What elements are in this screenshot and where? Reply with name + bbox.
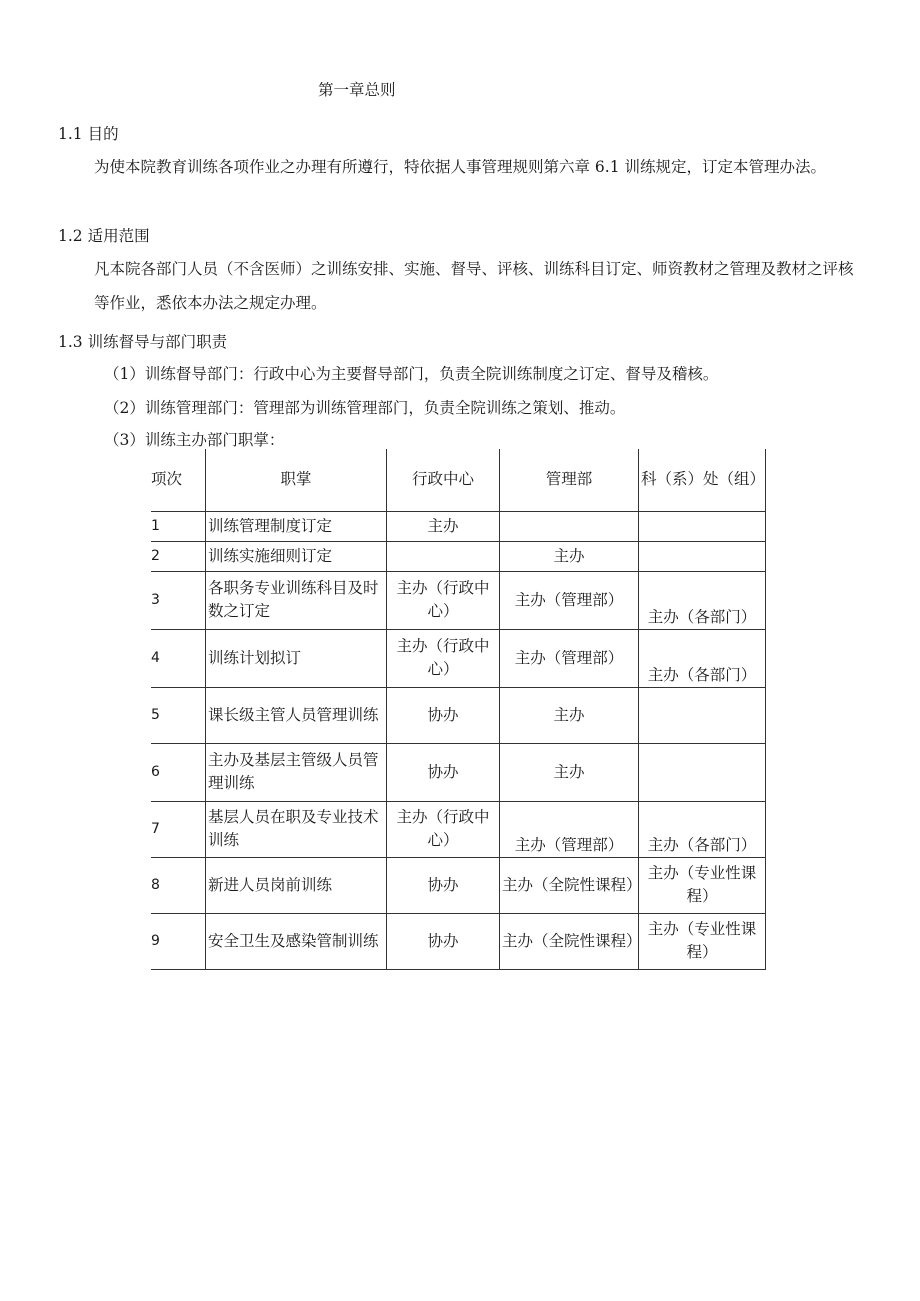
header-cell-duty: 职掌 (206, 449, 387, 511)
table-row (151, 541, 766, 571)
table-cell: 主办（各部门） (639, 629, 766, 687)
table-cell: 主办（各部门） (639, 801, 766, 857)
table-cell: 主办 (387, 511, 500, 541)
table-cell: 主办（各部门） (639, 571, 766, 629)
table-cell: 新进人员岗前训练 (206, 857, 387, 913)
header-cell-management-dept: 管理部 (500, 449, 639, 511)
section-heading-purpose: 1.1 目的 (58, 125, 119, 143)
header-cell-admin-center: 行政中心 (387, 449, 500, 511)
table-cell: 主办 (500, 541, 639, 571)
header-cell-index: 项次 (151, 449, 206, 511)
table-cell: 4 (151, 629, 206, 687)
table-cell: 6 (151, 743, 206, 801)
table-cell: 1 (151, 511, 206, 541)
table-row (151, 857, 766, 913)
table-cell: 9 (151, 913, 206, 969)
table-cell: 课长级主管人员管理训练 (206, 687, 387, 743)
table-header-row (151, 449, 766, 511)
duties-table (151, 449, 766, 970)
table-cell: 主办 (500, 687, 639, 743)
table-cell: 主办（全院性课程） (500, 857, 639, 913)
section-paragraph-purpose: 为使本院教育训练各项作业之办理有所遵行，特依据人事管理规则第六章 6.1 训练规定，订定本管理办法。 (94, 158, 827, 176)
header-cell-department: 科（系）处（组） (639, 449, 766, 511)
table-row (151, 687, 766, 743)
duty-item-management: （2）训练管理部门：管理部为训练管理部门，负责全院训练之策划、推动。 (104, 399, 626, 417)
section-paragraph-scope: 凡本院各部门人员（不含医师）之训练安排、实施、督导、评核、训练科目订定、师资教材之管理及教材之评核等作业，悉依本办法之规定办理。 (94, 260, 854, 312)
table-cell: 主办（行政中心） (387, 629, 500, 687)
table-cell: 协办 (387, 687, 500, 743)
table-row (151, 913, 766, 969)
table-cell: 5 (151, 687, 206, 743)
table-row (151, 571, 766, 629)
table-row (151, 511, 766, 541)
table-cell: 主办（行政中心） (387, 801, 500, 857)
table-cell: 3 (151, 571, 206, 629)
table-cell: 协办 (387, 743, 500, 801)
table-cell: 主办（管理部） (500, 629, 639, 687)
table-cell (639, 541, 766, 571)
table-cell: 主办（全院性课程） (500, 913, 639, 969)
duty-item-supervision: （1）训练督导部门：行政中心为主要督导部门，负责全院训练制度之订定、督导及稽核。 (104, 365, 719, 383)
table-cell: 训练实施细则订定 (206, 541, 387, 571)
table-cell (639, 511, 766, 541)
table-cell: 8 (151, 857, 206, 913)
table-row (151, 801, 766, 857)
table-cell: 主办及基层主管级人员管理训练 (206, 743, 387, 801)
table-cell: 主办（专业性课程） (639, 913, 766, 969)
table-cell: 训练管理制度订定 (206, 511, 387, 541)
table-cell: 协办 (387, 857, 500, 913)
table-row (151, 743, 766, 801)
table-cell: 各职务专业训练科目及时数之订定 (206, 571, 387, 629)
table-cell: 安全卫生及感染管制训练 (206, 913, 387, 969)
chapter-title: 第一章总则 (318, 81, 396, 99)
table-cell: 训练计划拟订 (206, 629, 387, 687)
table-cell: 主办（专业性课程） (639, 857, 766, 913)
table-cell (387, 541, 500, 571)
table-row (151, 629, 766, 687)
table-cell (639, 687, 766, 743)
table-cell: 主办（管理部） (500, 571, 639, 629)
duty-item-organizer: （3）训练主办部门职掌： (104, 431, 285, 449)
table-cell (500, 511, 639, 541)
table-cell (639, 743, 766, 801)
section-heading-scope: 1.2 适用范围 (58, 227, 150, 245)
table-cell: 主办 (500, 743, 639, 801)
table-cell: 7 (151, 801, 206, 857)
table-cell: 基层人员在职及专业技术训练 (206, 801, 387, 857)
section-heading-duties: 1.3 训练督导与部门职责 (58, 333, 228, 351)
table-cell: 协办 (387, 913, 500, 969)
table-cell: 主办（管理部） (500, 801, 639, 857)
table-cell: 主办（行政中心） (387, 571, 500, 629)
table-cell: 2 (151, 541, 206, 571)
